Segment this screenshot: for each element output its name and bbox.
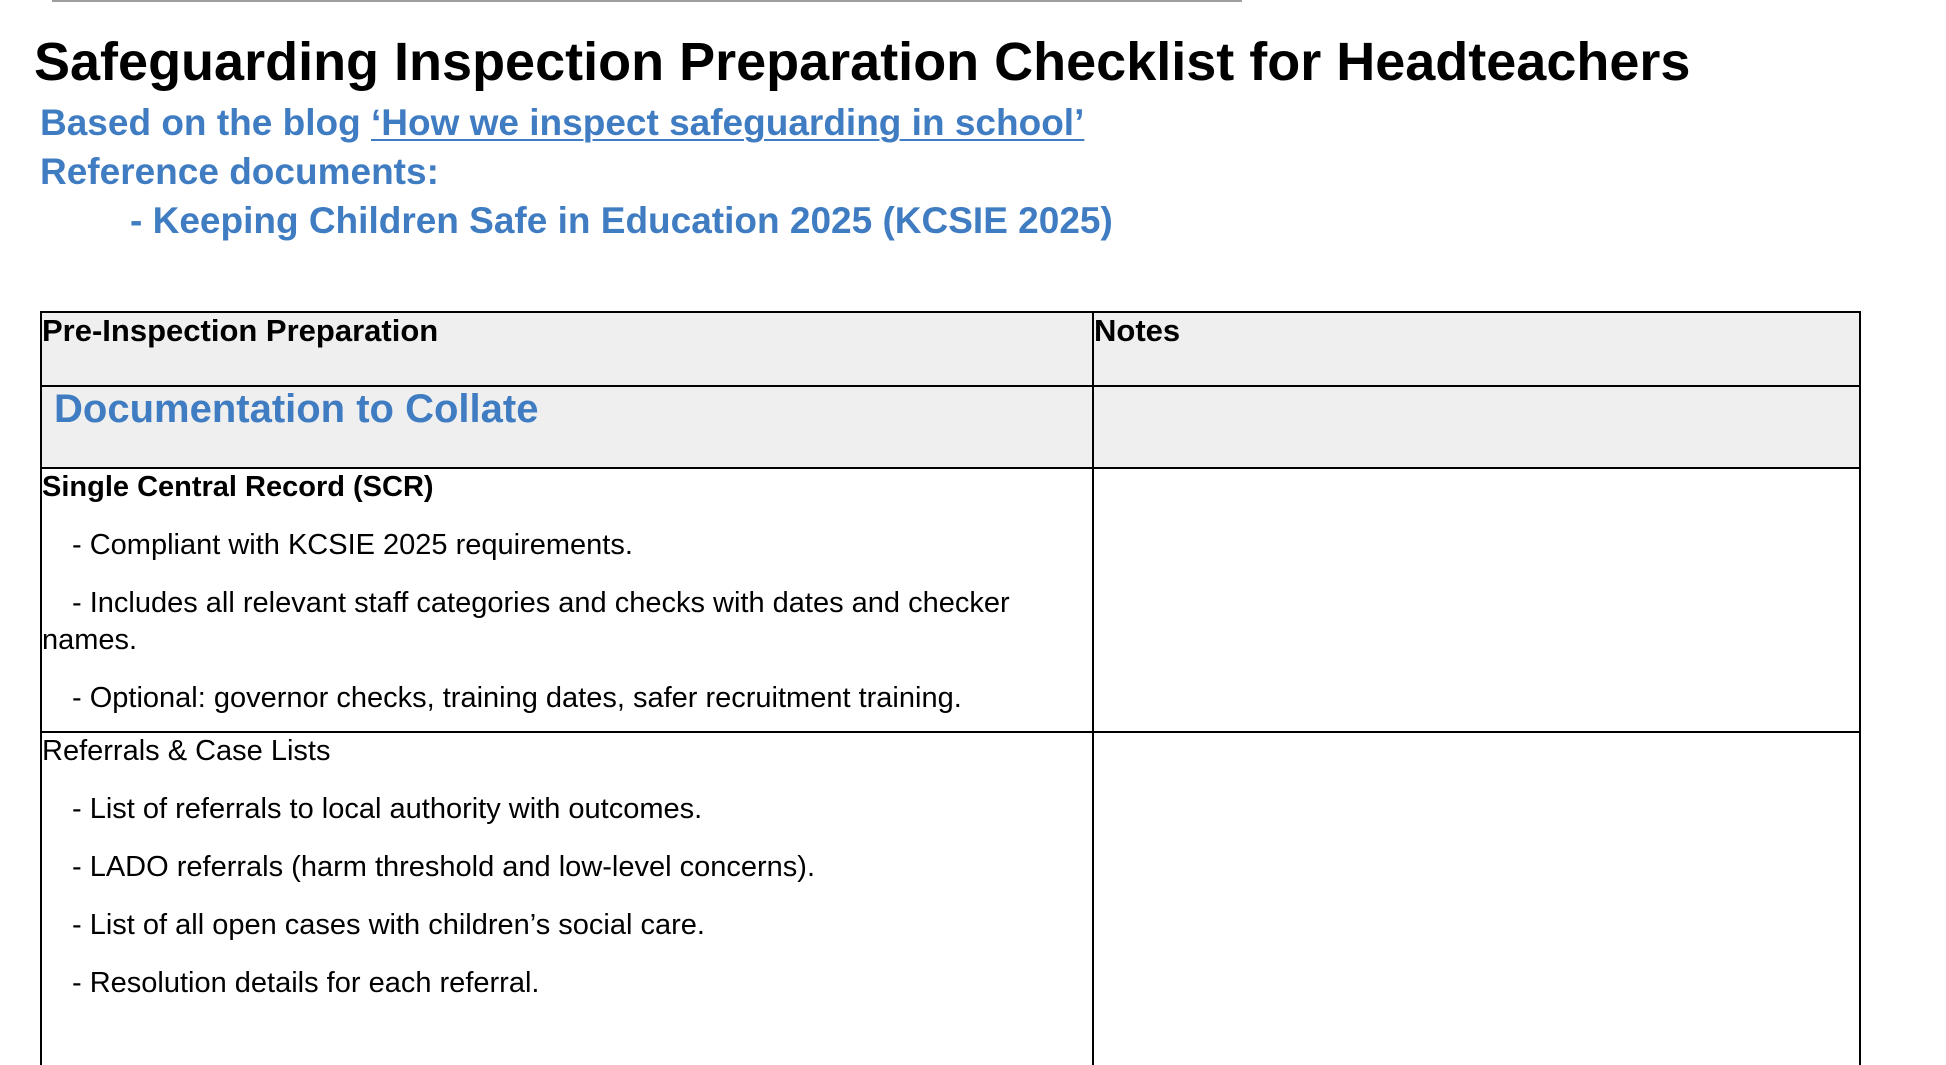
blog-prefix: Based on the blog <box>40 102 371 143</box>
item-cell-referrals <box>41 732 1093 1065</box>
header-preparation: Pre-Inspection Preparation <box>41 312 1093 386</box>
notes-cell-referrals[interactable] <box>1093 732 1860 1065</box>
list-item: - List of all open cases with children’s social care. <box>72 909 705 941</box>
notes-cell-scr[interactable] <box>1093 468 1860 732</box>
list-item: - Includes all relevant staff categories and checks with dates and checker names. <box>42 587 1010 656</box>
section-title: Documentation to Collate <box>54 387 539 431</box>
blog-reference-line <box>40 99 1084 147</box>
list-item: - Optional: governor checks, training dates, safer recruitment training. <box>72 682 962 714</box>
list-item: - Resolution details for each referral. <box>72 967 540 999</box>
header-notes: Notes <box>1093 312 1860 386</box>
section-title-cell <box>41 386 1093 468</box>
list-item: - List of referrals to local authority with outcomes. <box>72 793 703 825</box>
table-row <box>41 468 1860 732</box>
blog-link[interactable]: ‘How we inspect safeguarding in school’ <box>370 102 1085 143</box>
item-heading-referrals: Referrals & Case Lists <box>42 735 331 767</box>
section-notes-cell[interactable] <box>1093 386 1860 468</box>
document-title: Safeguarding Inspection Preparation Checklist for Headteachers <box>34 32 1691 92</box>
list-item: - LADO referrals (harm threshold and low-level concerns). <box>72 851 815 883</box>
reference-item-kcsie: - Keeping Children Safe in Education 2025 (KCSIE 2025) <box>130 200 1113 241</box>
reference-documents-label: Reference documents: <box>40 151 439 192</box>
checklist-table <box>40 311 1861 1065</box>
top-divider <box>52 0 1242 2</box>
table-row <box>41 732 1860 1065</box>
item-heading-scr: Single Central Record (SCR) <box>42 471 434 503</box>
section-row-documentation <box>41 386 1860 468</box>
table-header-row <box>41 312 1860 386</box>
item-cell-scr <box>41 468 1093 732</box>
list-item: - Compliant with KCSIE 2025 requirements. <box>72 529 633 561</box>
